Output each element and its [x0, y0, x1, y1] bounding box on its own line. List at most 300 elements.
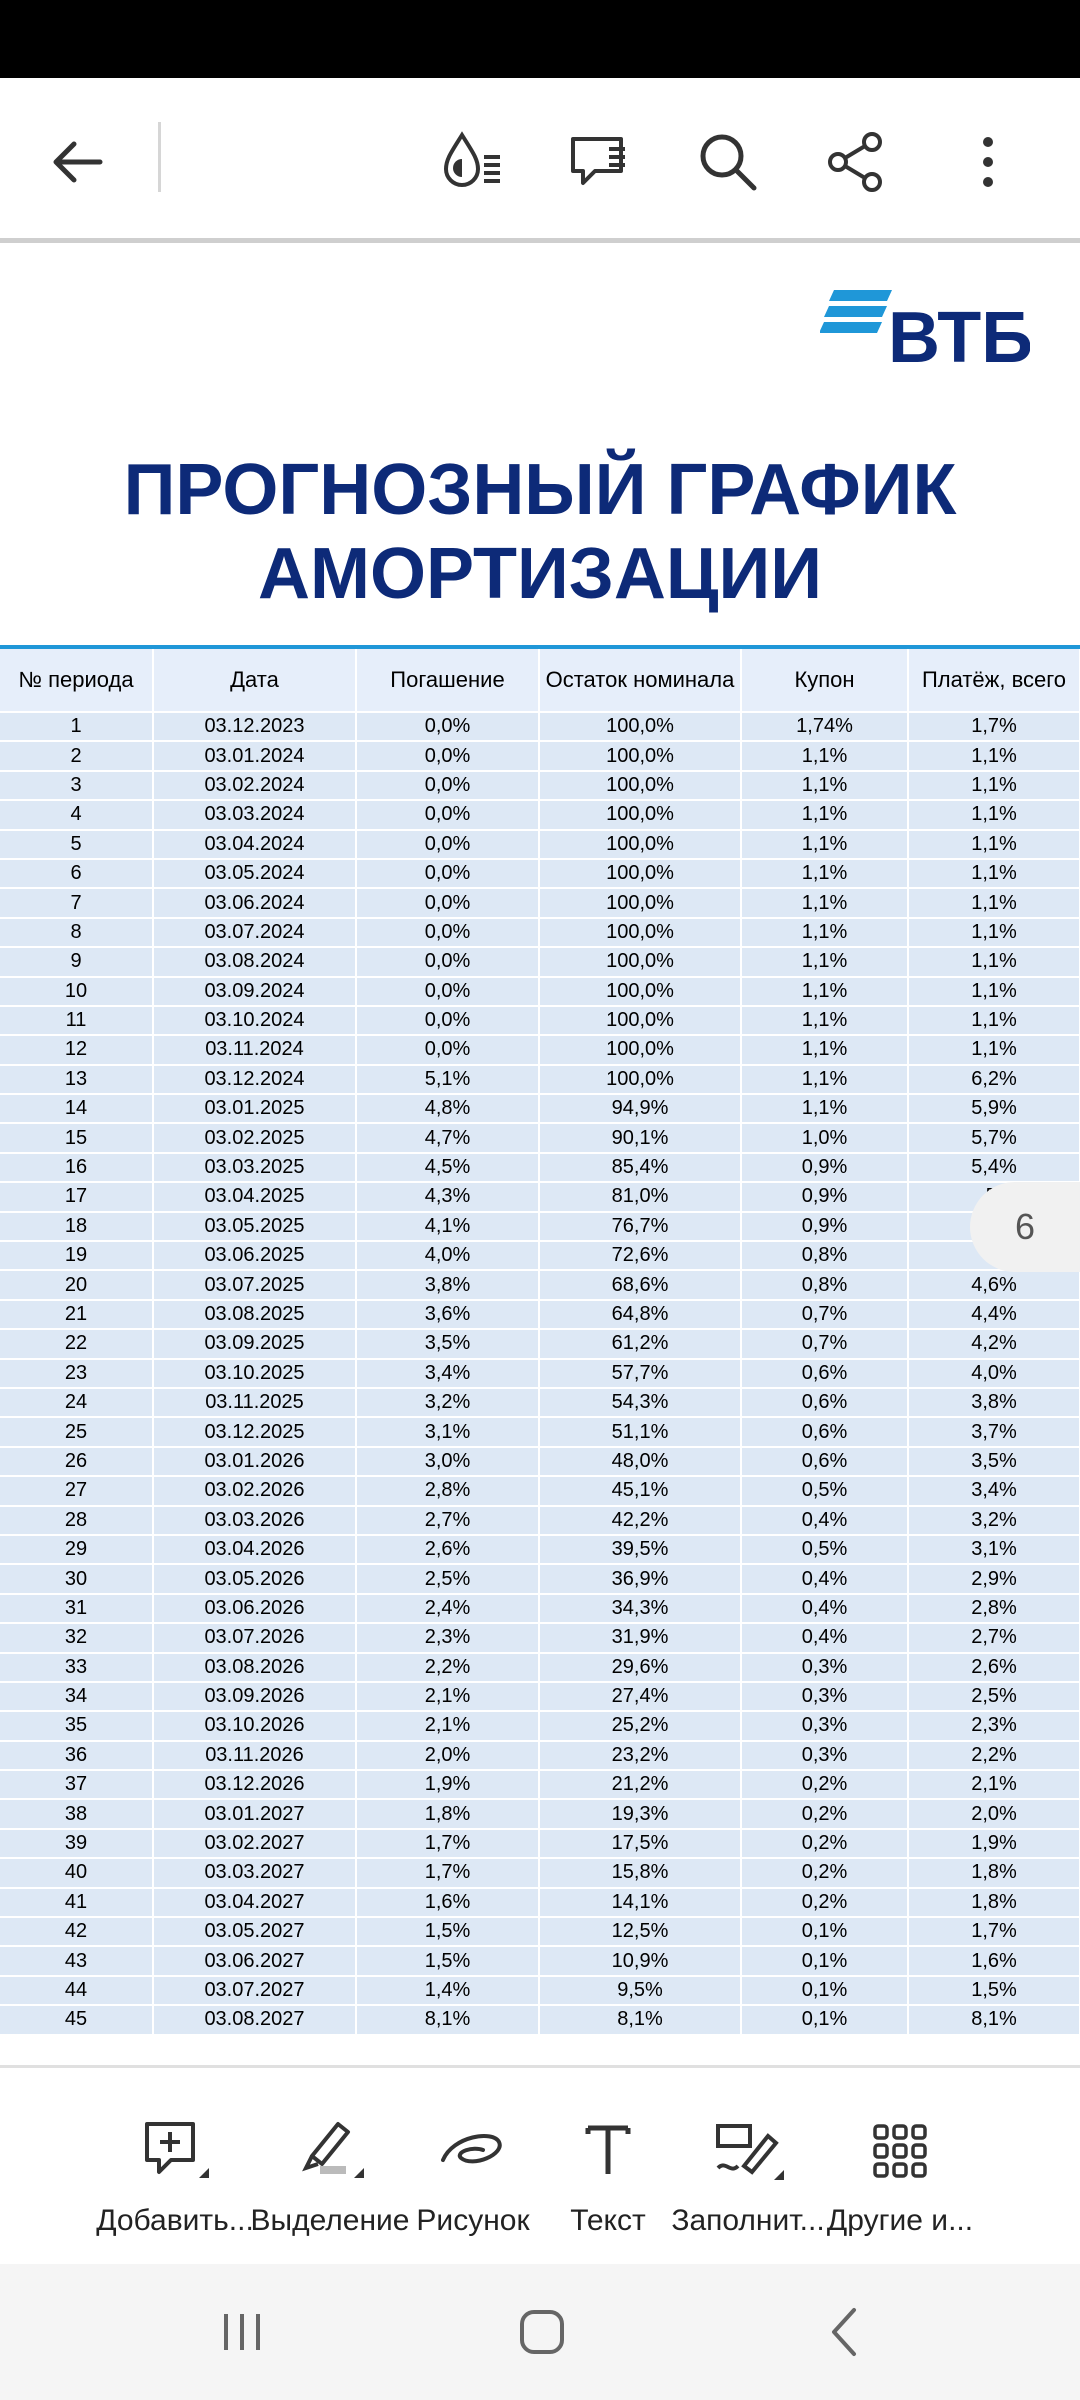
cell-date: 03.02.2027 [153, 1829, 356, 1858]
header-total-payment: Платёж, всего [908, 649, 1080, 712]
cell-coupon: 1,1% [741, 1006, 908, 1035]
cell-period: 8 [0, 918, 153, 947]
cell-remaining-nominal: 10,9% [539, 1946, 741, 1975]
table-header-row [0, 649, 1080, 712]
cell-remaining-nominal: 27,4% [539, 1682, 741, 1711]
cell-repayment: 3,1% [356, 1417, 539, 1446]
cell-repayment: 1,8% [356, 1799, 539, 1828]
table-row [0, 1329, 1080, 1358]
cell-remaining-nominal: 76,7% [539, 1212, 741, 1241]
cell-coupon: 0,4% [741, 1623, 908, 1652]
cell-date: 03.06.2024 [153, 888, 356, 917]
cell-date: 03.03.2025 [153, 1153, 356, 1182]
cell-date: 03.09.2025 [153, 1329, 356, 1358]
cell-coupon: 0,8% [741, 1241, 908, 1270]
cell-remaining-nominal: 61,2% [539, 1329, 741, 1358]
table-row [0, 830, 1080, 859]
cell-period: 28 [0, 1506, 153, 1535]
top-toolbar [0, 78, 1080, 238]
table-row [0, 1359, 1080, 1388]
cell-remaining-nominal: 100,0% [539, 888, 741, 917]
cell-remaining-nominal: 15,8% [539, 1858, 741, 1887]
cell-remaining-nominal: 100,0% [539, 712, 741, 741]
table-row [0, 1506, 1080, 1535]
cell-date: 03.08.2025 [153, 1300, 356, 1329]
cell-date: 03.12.2024 [153, 1065, 356, 1094]
cell-repayment: 0,0% [356, 977, 539, 1006]
table-row [0, 1123, 1080, 1152]
share-icon[interactable] [808, 114, 904, 210]
table-row [0, 741, 1080, 770]
cell-total-payment: 4,4% [908, 1300, 1080, 1329]
cell-date: 03.04.2027 [153, 1888, 356, 1917]
cell-repayment: 0,0% [356, 771, 539, 800]
cell-date: 03.09.2026 [153, 1682, 356, 1711]
cell-total-payment: 4,0% [908, 1359, 1080, 1388]
cell-remaining-nominal: 12,5% [539, 1917, 741, 1946]
table-row [0, 800, 1080, 829]
header-remaining-nominal: Остаток номинала [539, 649, 741, 712]
cell-period: 20 [0, 1270, 153, 1299]
cell-period: 36 [0, 1741, 153, 1770]
cell-coupon: 0,2% [741, 1770, 908, 1799]
comment-list-icon[interactable] [552, 114, 648, 210]
cell-repayment: 1,7% [356, 1858, 539, 1887]
table-row [0, 1476, 1080, 1505]
more-vert-icon[interactable] [940, 114, 1036, 210]
table-row [0, 1065, 1080, 1094]
cell-date: 03.07.2024 [153, 918, 356, 947]
cell-total-payment: 2,6% [908, 1653, 1080, 1682]
table-row [0, 1182, 1080, 1211]
table-row [0, 1917, 1080, 1946]
cell-period: 19 [0, 1241, 153, 1270]
text-icon [528, 2116, 688, 2186]
cell-total-payment: 4,6% [908, 1270, 1080, 1299]
cell-coupon: 1,1% [741, 918, 908, 947]
cell-total-payment: 1,1% [908, 741, 1080, 770]
cell-period: 2 [0, 741, 153, 770]
cell-coupon: 0,6% [741, 1359, 908, 1388]
table-row [0, 1594, 1080, 1623]
cell-coupon: 0,3% [741, 1711, 908, 1740]
cell-remaining-nominal: 21,2% [539, 1770, 741, 1799]
cell-repayment: 0,0% [356, 800, 539, 829]
cell-total-payment: 2,8% [908, 1594, 1080, 1623]
cell-period: 30 [0, 1564, 153, 1593]
cell-date: 03.02.2024 [153, 771, 356, 800]
cell-coupon: 1,1% [741, 859, 908, 888]
table-row [0, 918, 1080, 947]
cell-coupon: 1,1% [741, 771, 908, 800]
cell-period: 11 [0, 1006, 153, 1035]
table-row [0, 1770, 1080, 1799]
cell-coupon: 1,1% [741, 1094, 908, 1123]
cell-coupon: 0,3% [741, 1653, 908, 1682]
cell-total-payment: 1,9% [908, 1829, 1080, 1858]
cell-total-payment: 6,2% [908, 1065, 1080, 1094]
text-button[interactable] [528, 2116, 688, 2256]
cell-remaining-nominal: 100,0% [539, 977, 741, 1006]
cell-repayment: 3,2% [356, 1388, 539, 1417]
cell-total-payment: 1,6% [908, 1946, 1080, 1975]
cell-period: 12 [0, 1035, 153, 1064]
cell-coupon: 0,8% [741, 1270, 908, 1299]
cell-remaining-nominal: 85,4% [539, 1153, 741, 1182]
table-row [0, 977, 1080, 1006]
cell-coupon: 1,1% [741, 1035, 908, 1064]
cell-date: 03.05.2026 [153, 1564, 356, 1593]
cell-coupon: 1,1% [741, 977, 908, 1006]
search-icon[interactable] [680, 114, 776, 210]
table-row [0, 1035, 1080, 1064]
cell-repayment: 0,0% [356, 1035, 539, 1064]
cell-remaining-nominal: 90,1% [539, 1123, 741, 1152]
home-icon[interactable] [482, 2292, 602, 2372]
cell-total-payment: 5,4% [908, 1153, 1080, 1182]
cell-repayment: 4,8% [356, 1094, 539, 1123]
cell-period: 13 [0, 1065, 153, 1094]
cell-repayment: 3,8% [356, 1270, 539, 1299]
table-row [0, 1300, 1080, 1329]
cell-coupon: 1,1% [741, 888, 908, 917]
cell-repayment: 2,7% [356, 1506, 539, 1535]
cell-date: 03.12.2026 [153, 1770, 356, 1799]
ink-drop-icon[interactable] [425, 114, 521, 210]
cell-repayment: 3,5% [356, 1329, 539, 1358]
cell-repayment: 0,0% [356, 741, 539, 770]
table-row [0, 1212, 1080, 1241]
cell-remaining-nominal: 81,0% [539, 1182, 741, 1211]
cell-repayment: 5,1% [356, 1065, 539, 1094]
cell-date: 03.03.2026 [153, 1506, 356, 1535]
cell-total-payment: 1,1% [908, 859, 1080, 888]
cell-total-payment: 3,4% [908, 1476, 1080, 1505]
table-row [0, 1447, 1080, 1476]
cell-period: 40 [0, 1858, 153, 1887]
logo-text: ВТБ [888, 298, 1030, 368]
cell-total-payment: 1,7% [908, 712, 1080, 741]
cell-remaining-nominal: 72,6% [539, 1241, 741, 1270]
cell-remaining-nominal: 100,0% [539, 1065, 741, 1094]
cell-repayment: 0,0% [356, 918, 539, 947]
table-row [0, 1976, 1080, 2005]
cell-date: 03.06.2027 [153, 1946, 356, 1975]
cell-repayment: 1,4% [356, 1976, 539, 2005]
cell-period: 6 [0, 859, 153, 888]
cell-coupon: 1,0% [741, 1123, 908, 1152]
highlight-label: Выделение [250, 2204, 410, 2237]
cell-repayment: 2,3% [356, 1623, 539, 1652]
table-row [0, 1682, 1080, 1711]
cell-total-payment: 1,1% [908, 947, 1080, 976]
cell-period: 5 [0, 830, 153, 859]
cell-coupon: 0,7% [741, 1329, 908, 1358]
cell-period: 18 [0, 1212, 153, 1241]
cell-coupon: 0,9% [741, 1182, 908, 1211]
more-tools-button[interactable] [820, 2116, 980, 2256]
cell-remaining-nominal: 57,7% [539, 1359, 741, 1388]
cell-coupon: 0,2% [741, 1799, 908, 1828]
cell-period: 29 [0, 1535, 153, 1564]
table-row [0, 1741, 1080, 1770]
cell-remaining-nominal: 100,0% [539, 741, 741, 770]
cell-repayment: 3,6% [356, 1300, 539, 1329]
cell-period: 4 [0, 800, 153, 829]
cell-remaining-nominal: 94,9% [539, 1094, 741, 1123]
cell-total-payment: 1,1% [908, 800, 1080, 829]
vtb-logo [820, 288, 1030, 368]
cell-period: 44 [0, 1976, 153, 2005]
cell-total-payment: 2,3% [908, 1711, 1080, 1740]
table-row [0, 1888, 1080, 1917]
cell-coupon: 0,2% [741, 1858, 908, 1887]
table-row [0, 1388, 1080, 1417]
cell-coupon: 0,9% [741, 1212, 908, 1241]
cell-coupon: 0,1% [741, 1946, 908, 1975]
cell-remaining-nominal: 100,0% [539, 1006, 741, 1035]
system-navigation-bar [0, 2264, 1080, 2400]
cell-repayment: 1,5% [356, 1917, 539, 1946]
page-number-indicator[interactable]: 6 [970, 1182, 1080, 1272]
cell-total-payment: 1,1% [908, 1035, 1080, 1064]
cell-repayment: 2,6% [356, 1535, 539, 1564]
table-row [0, 1153, 1080, 1182]
table-row [0, 1094, 1080, 1123]
table-row [0, 1270, 1080, 1299]
cell-date: 03.11.2024 [153, 1035, 356, 1064]
title-line-2: АМОРТИЗАЦИИ [258, 534, 822, 614]
cell-period: 26 [0, 1447, 153, 1476]
cell-remaining-nominal: 100,0% [539, 830, 741, 859]
title-line-1: ПРОГНОЗНЫЙ ГРАФИК [123, 450, 957, 530]
cell-coupon: 0,2% [741, 1888, 908, 1917]
cell-total-payment: 1,1% [908, 1006, 1080, 1035]
fill-sign-icon [668, 2116, 828, 2186]
cell-coupon: 0,3% [741, 1682, 908, 1711]
cell-coupon: 0,6% [741, 1388, 908, 1417]
cell-remaining-nominal: 51,1% [539, 1417, 741, 1446]
table-row [0, 1623, 1080, 1652]
cell-repayment: 4,7% [356, 1123, 539, 1152]
cell-date: 03.01.2024 [153, 741, 356, 770]
cell-remaining-nominal: 100,0% [539, 800, 741, 829]
document-page[interactable] [0, 243, 1080, 2065]
cell-remaining-nominal: 68,6% [539, 1270, 741, 1299]
cell-coupon: 1,1% [741, 1065, 908, 1094]
cell-date: 03.05.2025 [153, 1212, 356, 1241]
cell-repayment: 4,3% [356, 1182, 539, 1211]
cell-coupon: 0,4% [741, 1594, 908, 1623]
bottom-toolbar [0, 2068, 1080, 2264]
cell-period: 45 [0, 2005, 153, 2034]
cell-date: 03.08.2024 [153, 947, 356, 976]
cell-period: 1 [0, 712, 153, 741]
cell-period: 21 [0, 1300, 153, 1329]
table-row [0, 1711, 1080, 1740]
fill-sign-label: Заполнит... [671, 2204, 825, 2237]
cell-remaining-nominal: 100,0% [539, 771, 741, 800]
table-row [0, 1858, 1080, 1887]
table-row [0, 1799, 1080, 1828]
cell-date: 03.07.2027 [153, 1976, 356, 2005]
cell-period: 31 [0, 1594, 153, 1623]
cell-repayment: 4,0% [356, 1241, 539, 1270]
cell-period: 34 [0, 1682, 153, 1711]
header-coupon: Купон [741, 649, 908, 712]
document-title [0, 448, 1080, 616]
toolbar-divider [158, 122, 161, 192]
header-repayment: Погашение [356, 649, 539, 712]
cell-coupon: 0,4% [741, 1564, 908, 1593]
cell-coupon: 0,1% [741, 1917, 908, 1946]
cell-total-payment: 1,1% [908, 830, 1080, 859]
table-row [0, 1653, 1080, 1682]
cell-repayment: 1,5% [356, 1946, 539, 1975]
cell-remaining-nominal: 39,5% [539, 1535, 741, 1564]
cell-period: 22 [0, 1329, 153, 1358]
cell-period: 27 [0, 1476, 153, 1505]
cell-remaining-nominal: 25,2% [539, 1711, 741, 1740]
table-row [0, 1946, 1080, 1975]
fill-sign-button[interactable] [668, 2116, 828, 2256]
cell-date: 03.05.2024 [153, 859, 356, 888]
cell-remaining-nominal: 64,8% [539, 1300, 741, 1329]
cell-coupon: 1,1% [741, 741, 908, 770]
cell-remaining-nominal: 42,2% [539, 1506, 741, 1535]
cell-coupon: 0,1% [741, 1976, 908, 2005]
cell-remaining-nominal: 9,5% [539, 1976, 741, 2005]
back-icon[interactable] [786, 2292, 906, 2372]
highlighter-icon [250, 2116, 410, 2186]
cell-coupon: 0,4% [741, 1506, 908, 1535]
cell-period: 42 [0, 1917, 153, 1946]
cell-repayment: 8,1% [356, 2005, 539, 2034]
table-row [0, 1417, 1080, 1446]
cell-period: 15 [0, 1123, 153, 1152]
cell-coupon: 1,1% [741, 947, 908, 976]
cell-repayment: 1,7% [356, 1829, 539, 1858]
cell-coupon: 1,1% [741, 830, 908, 859]
cell-repayment: 2,1% [356, 1711, 539, 1740]
cell-total-payment: 2,2% [908, 1741, 1080, 1770]
cell-coupon: 0,1% [741, 2005, 908, 2034]
table-row [0, 1535, 1080, 1564]
table-row [0, 1564, 1080, 1593]
cell-remaining-nominal: 34,3% [539, 1594, 741, 1623]
cell-total-payment: 1,7% [908, 1917, 1080, 1946]
more-tools-grid-icon [820, 2116, 980, 2186]
cell-repayment: 0,0% [356, 947, 539, 976]
cell-date: 03.08.2026 [153, 1653, 356, 1682]
cell-date: 03.05.2027 [153, 1917, 356, 1946]
cell-repayment: 0,0% [356, 712, 539, 741]
cell-total-payment: 4,2% [908, 1329, 1080, 1358]
cell-remaining-nominal: 54,3% [539, 1388, 741, 1417]
cell-period: 35 [0, 1711, 153, 1740]
highlight-button[interactable] [250, 2116, 410, 2256]
status-bar [0, 0, 1080, 78]
cell-total-payment: 5,9% [908, 1094, 1080, 1123]
cell-period: 38 [0, 1799, 153, 1828]
cell-date: 03.09.2024 [153, 977, 356, 1006]
cell-repayment: 0,0% [356, 830, 539, 859]
cell-total-payment: 3,8% [908, 1388, 1080, 1417]
table-row [0, 1829, 1080, 1858]
cell-remaining-nominal: 17,5% [539, 1829, 741, 1858]
cell-remaining-nominal: 100,0% [539, 1035, 741, 1064]
cell-repayment: 2,2% [356, 1653, 539, 1682]
cell-remaining-nominal: 23,2% [539, 1741, 741, 1770]
header-date: Дата [153, 649, 356, 712]
cell-date: 03.11.2026 [153, 1741, 356, 1770]
cell-date: 03.01.2025 [153, 1094, 356, 1123]
recents-icon[interactable] [182, 2292, 302, 2372]
cell-date: 03.04.2024 [153, 830, 356, 859]
cell-repayment: 1,6% [356, 1888, 539, 1917]
cell-period: 39 [0, 1829, 153, 1858]
cell-date: 03.02.2025 [153, 1123, 356, 1152]
cell-coupon: 1,1% [741, 800, 908, 829]
cell-total-payment: 5,7% [908, 1123, 1080, 1152]
cell-date: 03.03.2027 [153, 1858, 356, 1887]
cell-total-payment: 1,1% [908, 888, 1080, 917]
cell-remaining-nominal: 19,3% [539, 1799, 741, 1828]
cell-repayment: 1,9% [356, 1770, 539, 1799]
cell-total-payment: 3,7% [908, 1417, 1080, 1446]
back-arrow-icon[interactable] [30, 114, 126, 210]
cell-repayment: 0,0% [356, 888, 539, 917]
cell-date: 03.06.2026 [153, 1594, 356, 1623]
cell-coupon: 0,5% [741, 1535, 908, 1564]
cell-repayment: 4,1% [356, 1212, 539, 1241]
add-comment-button[interactable] [95, 2116, 255, 2256]
cell-repayment: 3,4% [356, 1359, 539, 1388]
table-row [0, 888, 1080, 917]
cell-date: 03.01.2026 [153, 1447, 356, 1476]
cell-date: 03.03.2024 [153, 800, 356, 829]
cell-period: 37 [0, 1770, 153, 1799]
cell-date: 03.07.2025 [153, 1270, 356, 1299]
add-comment-label: Добавить... [96, 2204, 254, 2237]
cell-repayment: 2,8% [356, 1476, 539, 1505]
cell-period: 33 [0, 1653, 153, 1682]
table-row [0, 771, 1080, 800]
cell-total-payment: 1,5% [908, 1976, 1080, 2005]
cell-total-payment: 2,0% [908, 1799, 1080, 1828]
cell-period: 24 [0, 1388, 153, 1417]
cell-date: 03.01.2027 [153, 1799, 356, 1828]
table-row [0, 712, 1080, 741]
cell-total-payment: 1,1% [908, 918, 1080, 947]
cell-total-payment: 8,1% [908, 2005, 1080, 2034]
cell-remaining-nominal: 45,1% [539, 1476, 741, 1505]
cell-coupon: 0,3% [741, 1741, 908, 1770]
cell-repayment: 3,0% [356, 1447, 539, 1476]
cell-coupon: 0,6% [741, 1417, 908, 1446]
cell-coupon: 0,5% [741, 1476, 908, 1505]
text-label: Текст [570, 2204, 646, 2237]
cell-remaining-nominal: 14,1% [539, 1888, 741, 1917]
cell-period: 14 [0, 1094, 153, 1123]
cell-total-payment: 1,8% [908, 1888, 1080, 1917]
cell-remaining-nominal: 29,6% [539, 1653, 741, 1682]
cell-repayment: 2,5% [356, 1564, 539, 1593]
cell-total-payment: 3,1% [908, 1535, 1080, 1564]
cell-period: 9 [0, 947, 153, 976]
cell-coupon: 0,7% [741, 1300, 908, 1329]
cell-repayment: 2,0% [356, 1741, 539, 1770]
